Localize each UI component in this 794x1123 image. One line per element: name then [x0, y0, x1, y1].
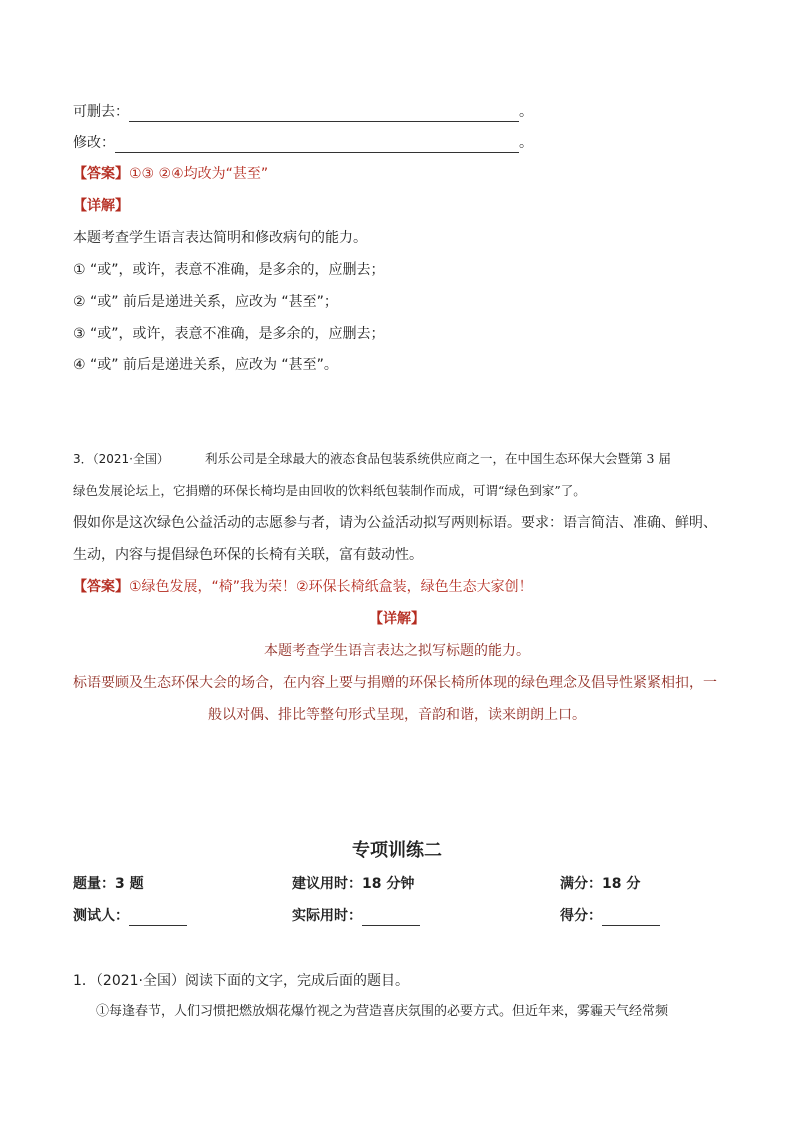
actual-time-blank[interactable] — [362, 911, 420, 926]
suggested-time: 建议用时：18 分钟 — [292, 876, 415, 892]
q3-task-line2: 生动，内容与提倡绿色环保的长椅有关联，富有鼓动性。 — [73, 547, 423, 563]
actual-time-label: 实际用时： — [292, 908, 362, 924]
section-title: 专项训练二 — [352, 840, 442, 861]
tester-line — [73, 906, 187, 926]
delete-period: 。 — [519, 104, 533, 120]
q3-stem-line1: 利乐公司是全球最大的液态食品包装系统供应商之一，在中国生态环保大会暨第 3 届 — [205, 451, 671, 466]
answer-tag: 【答案】 — [73, 166, 129, 182]
q1-stem: 1．（2021·全国）阅读下面的文字，完成后面的题目。 — [73, 973, 409, 989]
full-score: 满分：18 分 — [560, 876, 641, 892]
answer-text: ①③ ②④均改为“甚至” — [129, 166, 269, 182]
modify-blank[interactable] — [115, 138, 519, 153]
score-line — [560, 906, 660, 926]
tester-blank[interactable] — [129, 911, 187, 926]
delete-blank[interactable] — [129, 107, 519, 122]
q3-answer — [73, 577, 533, 597]
detail-line-1: ① “或”，或许，表意不准确，是多余的，应删去； — [73, 262, 385, 278]
actual-time-line — [292, 906, 420, 926]
detail-line-3: ③ “或”，或许，表意不准确，是多余的，应删去； — [73, 326, 385, 342]
detail-line-2: ② “或” 前后是递进关系，应改为 “甚至”； — [73, 294, 338, 310]
answer-tag: 【答案】 — [73, 579, 129, 595]
q3-detail-line2: 标语要顾及生态环保大会的场合，在内容上要与捐赠的环保长椅所体现的绿色理念及倡导性紧紧相扣，一 — [73, 675, 717, 691]
q1-passage-line1: ①每逢春节，人们习惯把燃放烟花爆竹视之为营造喜庆氛围的必要方式。但近年来，雾霾天气经常频 — [96, 1004, 669, 1019]
score-label: 得分： — [560, 908, 602, 924]
modify-period: 。 — [519, 135, 533, 151]
detail-tag: 【详解】 — [73, 198, 129, 214]
q3-stem-line2: 绿色发展论坛上，它捐赠的环保长椅均是由回收的饮料纸包装制作而成，可谓“绿色到家”了。 — [73, 483, 586, 498]
q2-answer — [73, 164, 268, 184]
tester-label: 测试人： — [73, 908, 129, 924]
question-count: 题量：3 题 — [73, 876, 144, 892]
modify-line — [73, 133, 533, 153]
detail-line-0: 本题考查学生语言表达简明和修改病句的能力。 — [73, 230, 367, 246]
answer-text: ①绿色发展，“椅”我为荣！②环保长椅纸盒装，绿色生态大家创！ — [129, 579, 533, 595]
q3-detail-line3: 般以对偶、排比等整句形式呈现，音韵和谐，读来朗朗上口。 — [208, 707, 586, 723]
q3-number: 3．（2021·全国） — [73, 452, 169, 466]
modify-label: 修改： — [73, 135, 115, 151]
q3-detail-tag: 【详解】 — [369, 611, 425, 627]
delete-line — [73, 102, 533, 122]
q3-detail-line1: 本题考查学生语言表达之拟写标题的能力。 — [264, 643, 530, 659]
q3-task-line1: 假如你是这次绿色公益活动的志愿参与者，请为公益活动拟写两则标语。要求：语言简洁、准确、鲜明、 — [73, 515, 717, 531]
detail-line-4: ④ “或” 前后是递进关系，应改为 “甚至”。 — [73, 357, 338, 373]
delete-label: 可删去： — [73, 104, 129, 120]
score-blank[interactable] — [602, 911, 660, 926]
